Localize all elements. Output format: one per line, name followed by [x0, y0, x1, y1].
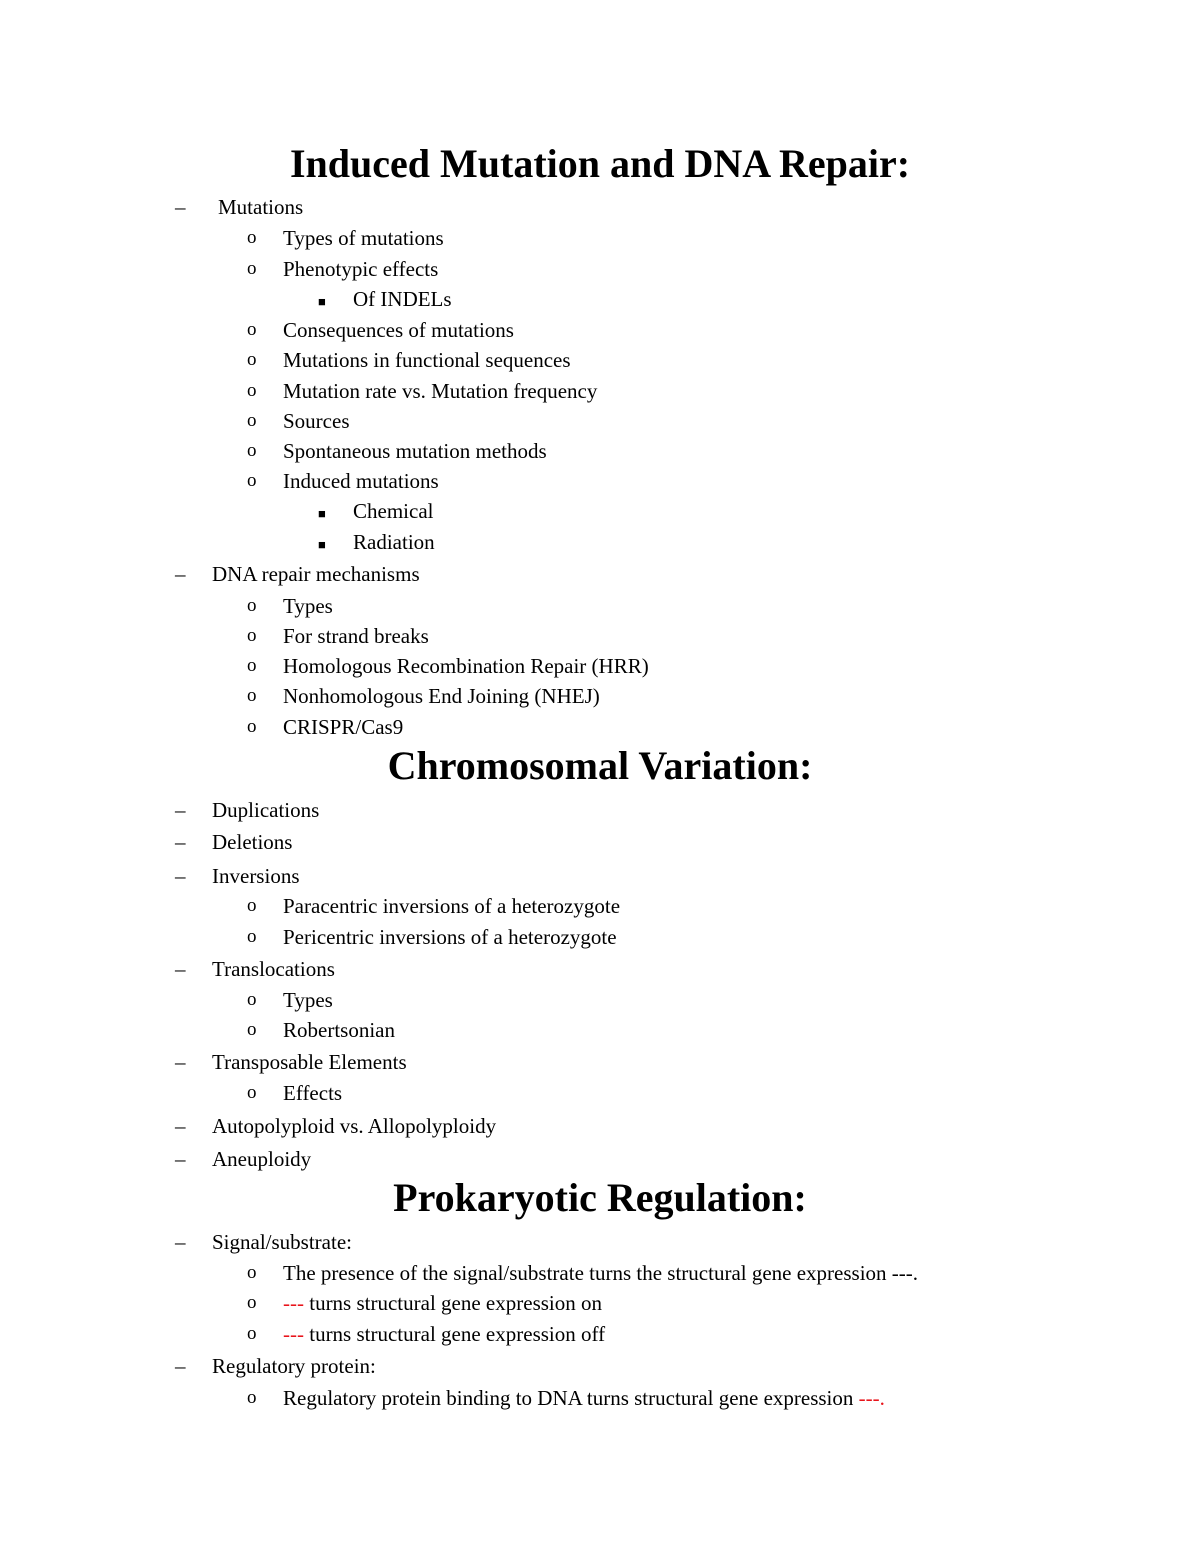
dash-bullet: –	[175, 798, 186, 822]
circle-bullet: o	[247, 625, 257, 646]
dash-bullet: –	[175, 1230, 186, 1254]
square-bullet: ■	[318, 506, 326, 521]
circle-bullet: o	[247, 1262, 257, 1283]
circle-bullet: o	[247, 410, 257, 431]
dash-bullet: –	[175, 1050, 186, 1074]
dash-bullet: –	[175, 562, 186, 586]
dash-bullet: –	[175, 1147, 186, 1171]
section-title-induced-mutation: Induced Mutation and DNA Repair:	[289, 141, 911, 186]
section-title-chromosomal-variation: Chromosomal Variation:	[387, 743, 813, 788]
circle-bullet: o	[247, 716, 257, 737]
blank-highlight: ---.	[858, 1386, 885, 1410]
section-title-prokaryotic-regulation: Prokaryotic Regulation:	[393, 1175, 807, 1220]
circle-bullet: o	[247, 380, 257, 401]
dash-bullet: –	[175, 195, 186, 219]
square-bullet: ■	[318, 294, 326, 309]
document-page: Induced Mutation and DNA Repair: – Mutations o Types of mutations o Phenotypic effects ■ Of INDELs o Consequences of mutations o Mutations in functional sequences o Mutation rate vs. Mutation frequency o Sources o Spontaneous mutation methods o Induced mutations ■ Chemical ■ Radiation – DNA repair mechanisms o Types o For strand breaks o Homologous Recombination Repair (HRR) o Nonhomologous End Joining (NHEJ) o CRISPR/Cas9 Chromosomal Variation: – Duplications – Deletions – Inversions o Paracentric inversions of a heterozygote o Pericentric inversions of a heterozygote – Translocations o Types o Robertsonian – Transposable Elements o Effects – Autopolyploid vs. Allopolyploidy – Aneuploidy Prokaryotic Regulation: – Signal/substrate: o The presence of the signal/substrate turns the structural gene expression ---. o --- turns structural gene expression on o --- turns structural gene expression off – Regulatory protein: o Regulatory protein binding to DNA turns structural gene expression ---.	[0, 0, 1200, 1553]
square-bullet: ■	[318, 537, 326, 552]
circle-bullet: o	[247, 1387, 257, 1408]
dash-bullet: –	[175, 957, 186, 981]
circle-bullet: o	[247, 989, 257, 1010]
dash-bullet: –	[175, 1114, 186, 1138]
circle-bullet: o	[247, 1019, 257, 1040]
circle-bullet: o	[247, 227, 257, 248]
circle-bullet: o	[247, 926, 257, 947]
circle-bullet: o	[247, 258, 257, 279]
circle-bullet: o	[247, 319, 257, 340]
circle-bullet: o	[247, 349, 257, 370]
circle-bullet: o	[247, 1323, 257, 1344]
dash-bullet: –	[175, 1354, 186, 1378]
blank-highlight: ---	[283, 1291, 304, 1315]
circle-bullet: o	[247, 595, 257, 616]
circle-bullet: o	[247, 1082, 257, 1103]
circle-bullet: o	[247, 655, 257, 676]
circle-bullet: o	[247, 470, 257, 491]
dash-bullet: –	[175, 864, 186, 888]
circle-bullet: o	[247, 1292, 257, 1313]
circle-bullet: o	[247, 895, 257, 916]
circle-bullet: o	[247, 440, 257, 461]
dash-bullet: –	[175, 830, 186, 854]
blank-highlight: ---	[283, 1322, 304, 1346]
circle-bullet: o	[247, 685, 257, 706]
